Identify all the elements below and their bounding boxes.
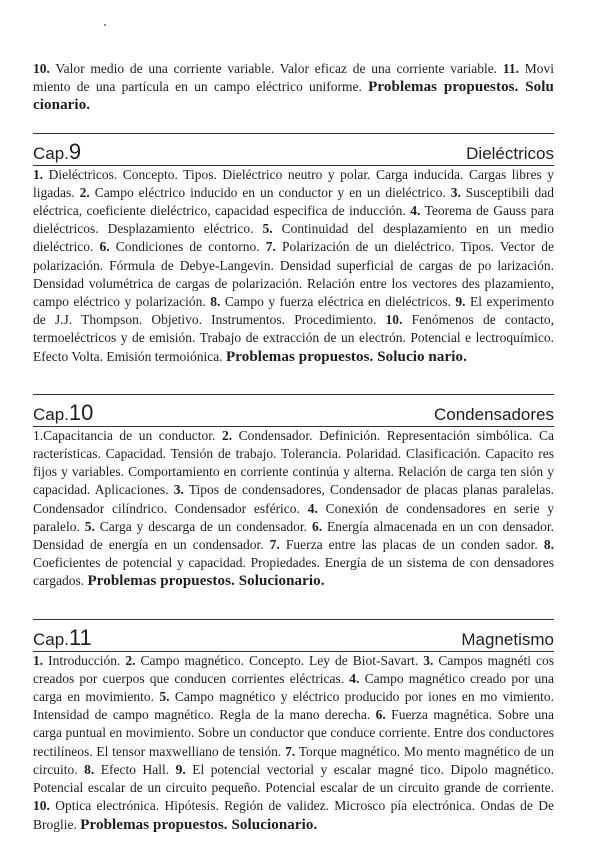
chapter-title: Dieléctricos [466, 143, 554, 163]
item-text: Campo magnético. Concepto. Ley de Biot-Savart. [135, 652, 424, 668]
item-number: 4. [410, 203, 421, 219]
item-number: 6. [311, 518, 323, 534]
item-number: 4. [307, 500, 318, 516]
item-text: Campo magnético creado por una carga en movimiento. [33, 670, 554, 705]
item-text: Susceptibili dad eléctrica, coeficiente dieléctrico, capacidad especifica de inducción. [33, 184, 554, 219]
chapter-header [33, 620, 554, 652]
item-number: 5. [262, 221, 273, 237]
item-number: 5. [159, 689, 170, 705]
chapter-prefix: Cap. [33, 143, 69, 163]
item-text: Carga y descarga de un condensador. [94, 518, 312, 534]
chapter-header [33, 395, 554, 427]
intro-text: Movi miento de una partícula en un campo eléctrico uniforme. [33, 61, 554, 95]
item-text: Tipos de condensadores, Condensador de placas planas paralelas. Condensador cilíndrico. Condensador esférico. [33, 482, 554, 516]
item-text: El potencial vectorial y escalar magné tico. Dipolo magnético. Potencial escalar de un circuito pequeño. Potencial escalar de un circuito grande de corriente. [33, 761, 554, 796]
item-text: Fenómenos de contacto, termoeléctricos y de emisión. Trabajo de extracción de un electrón. Potencial e lectroquímico. Efecto Volta. Emisión termoiónica. [33, 312, 554, 364]
problems-label: Problemas propuestos. Solu cionario. [33, 79, 554, 114]
item-text: 1.Capacitancia de un conductor. [33, 427, 222, 443]
item-text: Coeficientes de potencial y capacidad. Propiedades. Energía de un sistema de con densadores cargados. [33, 555, 554, 589]
item-text: El experimento de J.J. Thompson. Objetivo. Instrumentos. Procedimiento. [33, 294, 554, 328]
chapter-prefix: Cap. [33, 404, 69, 424]
item-text: Campo eléctrico inducido en un conductor y en un dieléctrico. [89, 184, 451, 200]
problems-label: Problemas propuestos. Solucionario. [80, 816, 318, 833]
chapter-header [33, 134, 554, 166]
item-number: 10. [385, 312, 403, 328]
problems-label: Problemas propuestos. Solucio nario. [225, 348, 467, 365]
chapter-title: Condensadores [433, 404, 554, 424]
item-text: Conexión de condensadores en serie y paralelo. [33, 500, 554, 534]
item-text: Energía almacenada en un con densador. Densidad de energía en un condensador. [33, 518, 554, 553]
item-number: 1. [33, 166, 44, 182]
item-number: 8. [84, 761, 95, 777]
speck-mark [104, 24, 106, 26]
item-number: 10. [33, 798, 50, 814]
item-number: 2. [79, 184, 90, 200]
item-text: Campos magnéti cos creados por cuerpos que conducen corrientes eléctricas. [33, 652, 554, 686]
item-text: Campo magnético y eléctrico producido por iones en mo vimiento. Intensidad de campo magnético. Regla de la mano derecha. [33, 689, 554, 723]
item-text: Introducción. [43, 652, 126, 668]
item-number: 6. [99, 239, 110, 255]
chapter-contents [33, 652, 554, 834]
intro-paragraph [33, 60, 554, 115]
item-text: Condiciones de contorno. [109, 239, 266, 255]
item-number: 1. [33, 652, 44, 668]
item-number: 10. [33, 61, 50, 76]
item-number: 3. [173, 482, 184, 498]
item-number: 8. [543, 537, 554, 553]
item-number: 5. [84, 518, 95, 534]
item-number: 2. [125, 652, 136, 668]
item-number: 9. [455, 294, 466, 310]
item-number: 3. [450, 184, 461, 200]
item-text: Continuidad del desplazamiento en un medio dieléctrico. [33, 221, 554, 255]
item-number: 11. [502, 61, 519, 76]
document-page [33, 60, 554, 834]
chapter-11 [33, 619, 554, 834]
item-text: Optica electrónica. Hipótesis. Región de validez. Microsco pía electrónica. Ondas de De Broglie. [33, 798, 554, 832]
item-text: Efecto Hall. [94, 761, 176, 777]
chapter-contents [33, 166, 554, 366]
chapter-10 [33, 394, 554, 591]
item-text: Teorema de Gauss para dieléctricos. Desplazamiento eléctrico. [33, 203, 554, 237]
chapter-number: 10 [68, 399, 94, 425]
item-number: 7. [285, 743, 296, 759]
intro-text: Valor medio de una corriente variable. Valor eficaz de una corriente variable. [49, 61, 503, 76]
item-number: 3. [423, 652, 434, 668]
item-text: Condensador. Definición. Representación simbólica. Ca racterísticas. Capacidad. Tensión de trabajo. Tolerancia. Polaridad. Clasificación. Capacito res fijos y variables. Comportamiento en corriente continúa y alterna. Relación de carga ten sión y capacidad. Aplicaciones. [33, 427, 554, 498]
item-number: 6. [375, 707, 386, 723]
chapter-number: 9 [68, 138, 82, 164]
item-number: 9. [175, 761, 186, 777]
chapter-title: Magnetismo [461, 629, 554, 649]
item-text: Fuerza magnética. Sobre una carga puntual en movimiento. Sobre un conductor que conduce corriente. Entre dos conductores rectilíneos. El tensor maxwelliano de tensión. [33, 707, 555, 759]
item-text: Polarización de un dieléctrico. Tipos. Vector de polarización. Fórmula de Debye-Langevin. Densidad superficial de cargas de po larización. Densidad volumétrica de cargas de polarización. Relación entre los vectores des plazamiento, campo eléctrico y polarización. [33, 239, 554, 310]
item-number: 4. [349, 670, 360, 686]
item-text: Fuerza entre las placas de un conden sador. [279, 537, 544, 553]
chapter-9 [33, 133, 554, 366]
item-text: Campo y fuerza eléctrica en dieléctricos. [220, 294, 456, 310]
chapter-number: 11 [68, 624, 92, 650]
item-text: Torque magnético. Mo mento magnético de un circuito. [33, 743, 555, 777]
chapter-prefix: Cap. [33, 629, 69, 649]
problems-label: Problemas propuestos. Solucionario. [87, 573, 325, 590]
item-number: 7. [269, 537, 280, 553]
item-number: 2. [221, 427, 233, 443]
item-text: Dieléctricos. Concepto. Tipos. Dieléctrico neutro y polar. Carga inducida. Cargas libres y ligadas. [33, 166, 554, 200]
chapter-contents [33, 427, 554, 591]
item-number: 8. [210, 294, 221, 310]
item-number: 7. [265, 239, 276, 255]
